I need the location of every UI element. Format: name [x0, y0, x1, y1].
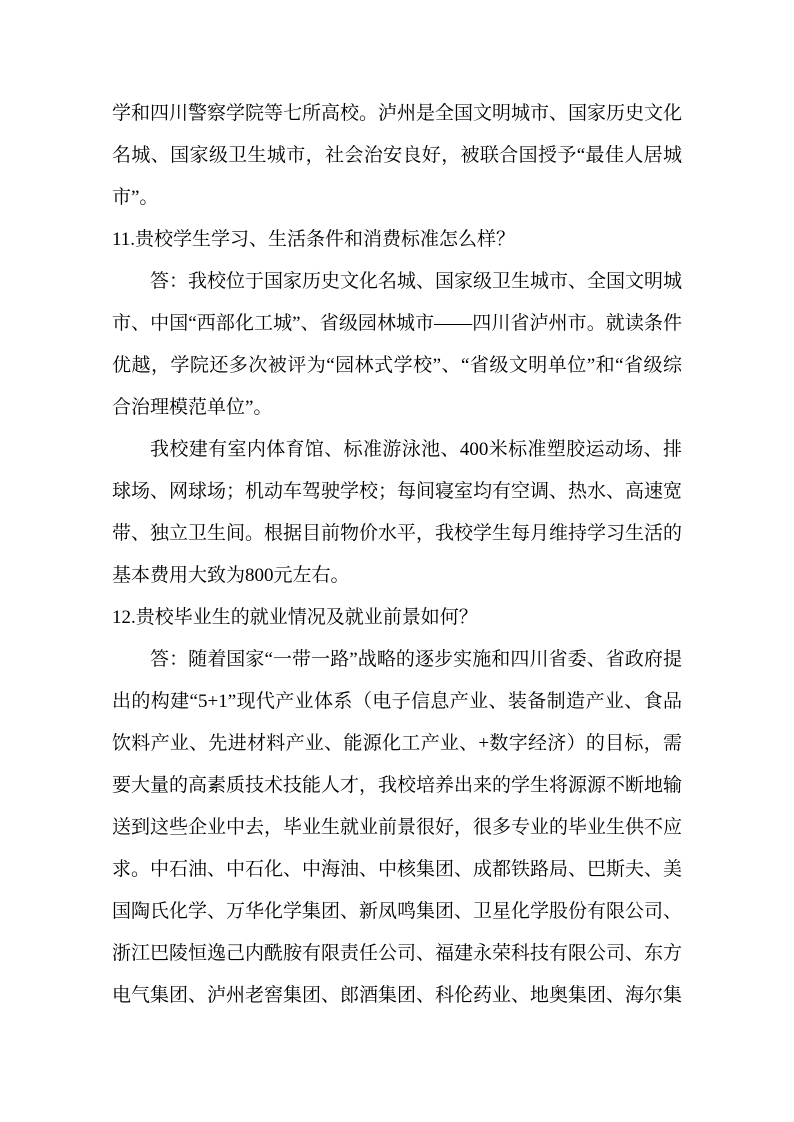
paragraph-5: 12.贵校毕业生的就业情况及就业前景如何？: [112, 607, 478, 628]
paragraph-4: 我校建有室内体育馆、标准游泳池、400米标准塑胶运动场、排球场、网球场；机动车驾驶学校；每间寝室均有空调、热水、高速宽带、独立卫生间。根据目前物价水平，我校学生每月维持学习生活的基本费用大致为800元左右。: [112, 439, 683, 586]
paragraph-6: 答：随着国家“一带一路”战略的逐步实施和四川省委、省政府提出的构建“5+1”现代产业体系（电子信息产业、装备制造产业、食品饮料产业、先进材料产业、能源化工产业、+数字经济）的目标，需要大量的高素质技术技能人才，我校培养出来的学生将源源不断地输送到这些企业中去，毕业生就业前景很好，很多专业的毕业生供不应求。中石油、中石化、中海油、中核集团、成都铁路局、巴斯夫、美国陶氏化学、万华化学集团、新凤鸣集团、卫星化学股份有限公司、浙江巴陵恒逸己内酰胺有限责任公司、福建永荣科技有限公司、东方电气集团、泸州老窖集团、郎酒集团、科伦药业、地奥集团、海尔集: [112, 649, 683, 1006]
paragraph-3: 答：我校位于国家历史文化名城、国家级卫生城市、全国文明城市、中国“西部化工城”、省级园林城市——四川省泸州市。就读条件优越，学院还多次被评为“园林式学校”、“省级文明单位”和“省级综合治理模范单位”。: [112, 271, 683, 418]
document-text-body: [112, 93, 682, 1017]
paragraph-2: 11.贵校学生学习、生活条件和消费标准怎么样？: [112, 229, 516, 250]
paragraph-1: 学和四川警察学院等七所高校。泸州是全国文明城市、国家历史文化名城、国家级卫生城市，社会治安良好，被联合国授予“最佳人居城市”。: [112, 103, 683, 208]
